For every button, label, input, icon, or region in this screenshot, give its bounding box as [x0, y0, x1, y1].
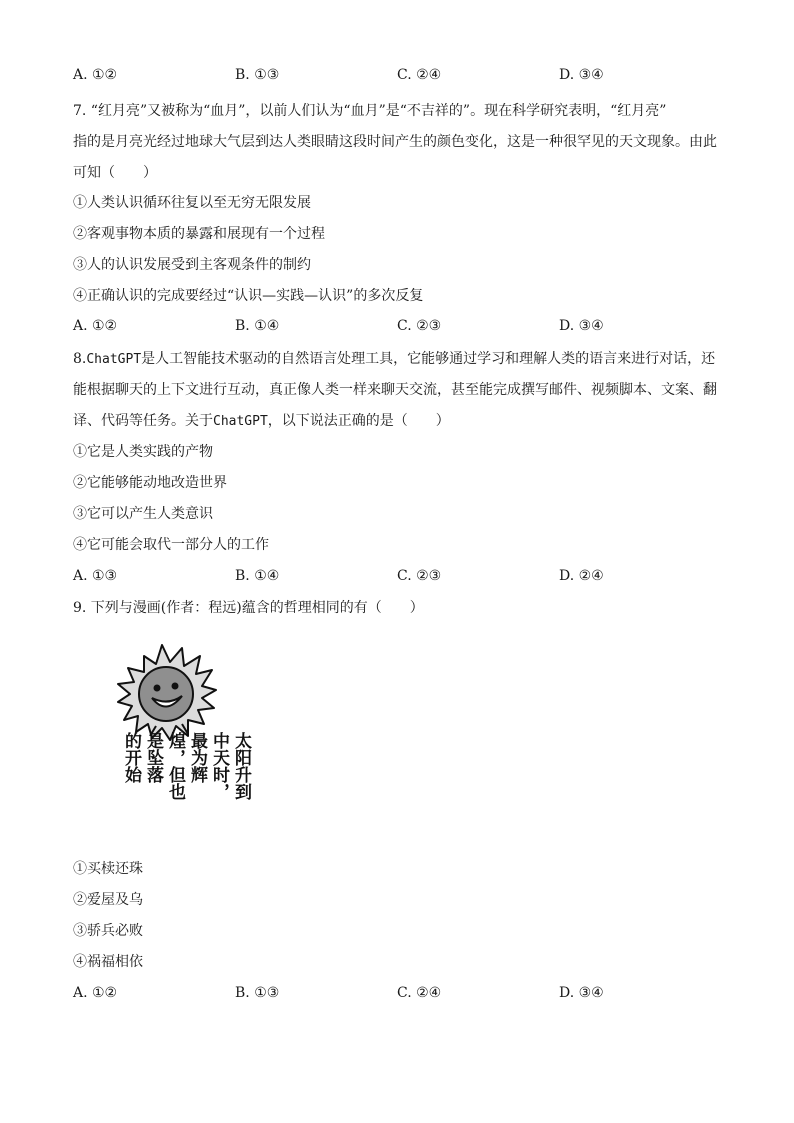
cartoon-caption-col-5: 是坠落: [143, 732, 163, 783]
q7-option-b[interactable]: B. ①④: [235, 318, 280, 334]
sun-eye-right-icon: [172, 683, 179, 690]
q8-stem-line1-rest: 是人工智能技术驱动的自然语言处理工具，它能够通过学习和理解人类的语言来进行对话，还: [141, 351, 716, 367]
sun-cartoon: [92, 640, 252, 830]
q8-option-c[interactable]: C. ②③: [397, 568, 442, 584]
sun-eye-left-icon: [154, 685, 161, 692]
q9-item-4: ④祸福相依: [73, 954, 143, 970]
q7-item-4: ④正确认识的完成要经过“认识—实践—认识”的多次反复: [73, 288, 424, 304]
q6-options: [73, 66, 723, 84]
cartoon-caption-col-4: 煌，但也: [165, 732, 185, 800]
q9-options: [73, 984, 723, 1002]
q7-stem-line3: 可知（ ）: [73, 165, 157, 181]
cartoon-caption-col-3: 最为辉: [187, 732, 207, 783]
q7-item-1: ①人类认识循环往复以至无穷无限发展: [73, 195, 311, 211]
q6-option-a[interactable]: A. ①②: [73, 67, 118, 83]
cartoon-caption: [92, 732, 252, 828]
q9-option-b[interactable]: B. ①③: [235, 985, 280, 1001]
q6-option-d[interactable]: D. ③④: [559, 67, 604, 83]
q7-options: [73, 317, 723, 335]
q7-option-c[interactable]: C. ②③: [397, 318, 442, 334]
q8-stem-line3-pre: 译、代码等任务。关于: [73, 413, 213, 429]
q7-stem-line2: 指的是月亮光经过地球大气层到达人类眼睛这段时间产生的颜色变化，这是一种很罕见的天文现象。由此: [73, 134, 717, 150]
q8-number: 8.: [73, 351, 87, 367]
q8-term-chatgpt-2: ChatGPT: [213, 414, 268, 429]
q8-item-3: ③它可以产生人类意识: [73, 506, 213, 522]
sun-face-icon: [139, 667, 193, 721]
q9-item-1: ①买椟还珠: [73, 861, 143, 877]
q8-option-d[interactable]: D. ②④: [559, 568, 604, 584]
q8-item-1: ①它是人类实践的产物: [73, 444, 213, 460]
q7-item-2: ②客观事物本质的暴露和展现有一个过程: [73, 226, 325, 242]
q8-options: [73, 567, 723, 585]
cartoon-caption-col-2: 中天时，: [209, 732, 229, 800]
q9-option-c[interactable]: C. ②④: [397, 985, 442, 1001]
cartoon-caption-col-6: 的开始: [121, 732, 141, 783]
q8-stem-line2: 能根据聊天的上下文进行互动，真正像人类一样来聊天交流，甚至能完成撰写邮件、视频脚本、文案、翻: [73, 382, 717, 398]
q9-item-2: ②爱屋及乌: [73, 892, 143, 908]
q9-item-3: ③骄兵必败: [73, 923, 143, 939]
q7-option-d[interactable]: D. ③④: [559, 318, 604, 334]
q9-option-d[interactable]: D. ③④: [559, 985, 604, 1001]
q7-item-3: ③人的认识发展受到主客观条件的制约: [73, 257, 311, 273]
q8-option-a[interactable]: A. ①③: [73, 568, 118, 584]
q8-stem-line3-rest: ，以下说法正确的是（ ）: [267, 413, 450, 429]
q8-stem-line3: [73, 412, 450, 431]
q6-option-b[interactable]: B. ①③: [235, 67, 280, 83]
q8-option-b[interactable]: B. ①④: [235, 568, 280, 584]
q9-stem: 9. 下列与漫画(作者：程远)蕴含的哲理相同的有（ ）: [73, 600, 424, 616]
q6-option-c[interactable]: C. ②④: [397, 67, 442, 83]
q8-stem-line1: [73, 350, 715, 369]
q8-term-chatgpt: ChatGPT: [86, 352, 142, 367]
q7-stem-line1: 7. “红月亮”又被称为“血月”，以前人们认为“血月”是“不吉祥的”。现在科学研究表明，“红月亮”: [73, 103, 667, 119]
q9-option-a[interactable]: A. ①②: [73, 985, 118, 1001]
q7-option-a[interactable]: A. ①②: [73, 318, 118, 334]
q8-item-4: ④它可能会取代一部分人的工作: [73, 537, 269, 553]
cartoon-caption-col-1: 太阳升到: [231, 732, 251, 800]
q8-item-2: ②它能够能动地改造世界: [73, 475, 227, 491]
